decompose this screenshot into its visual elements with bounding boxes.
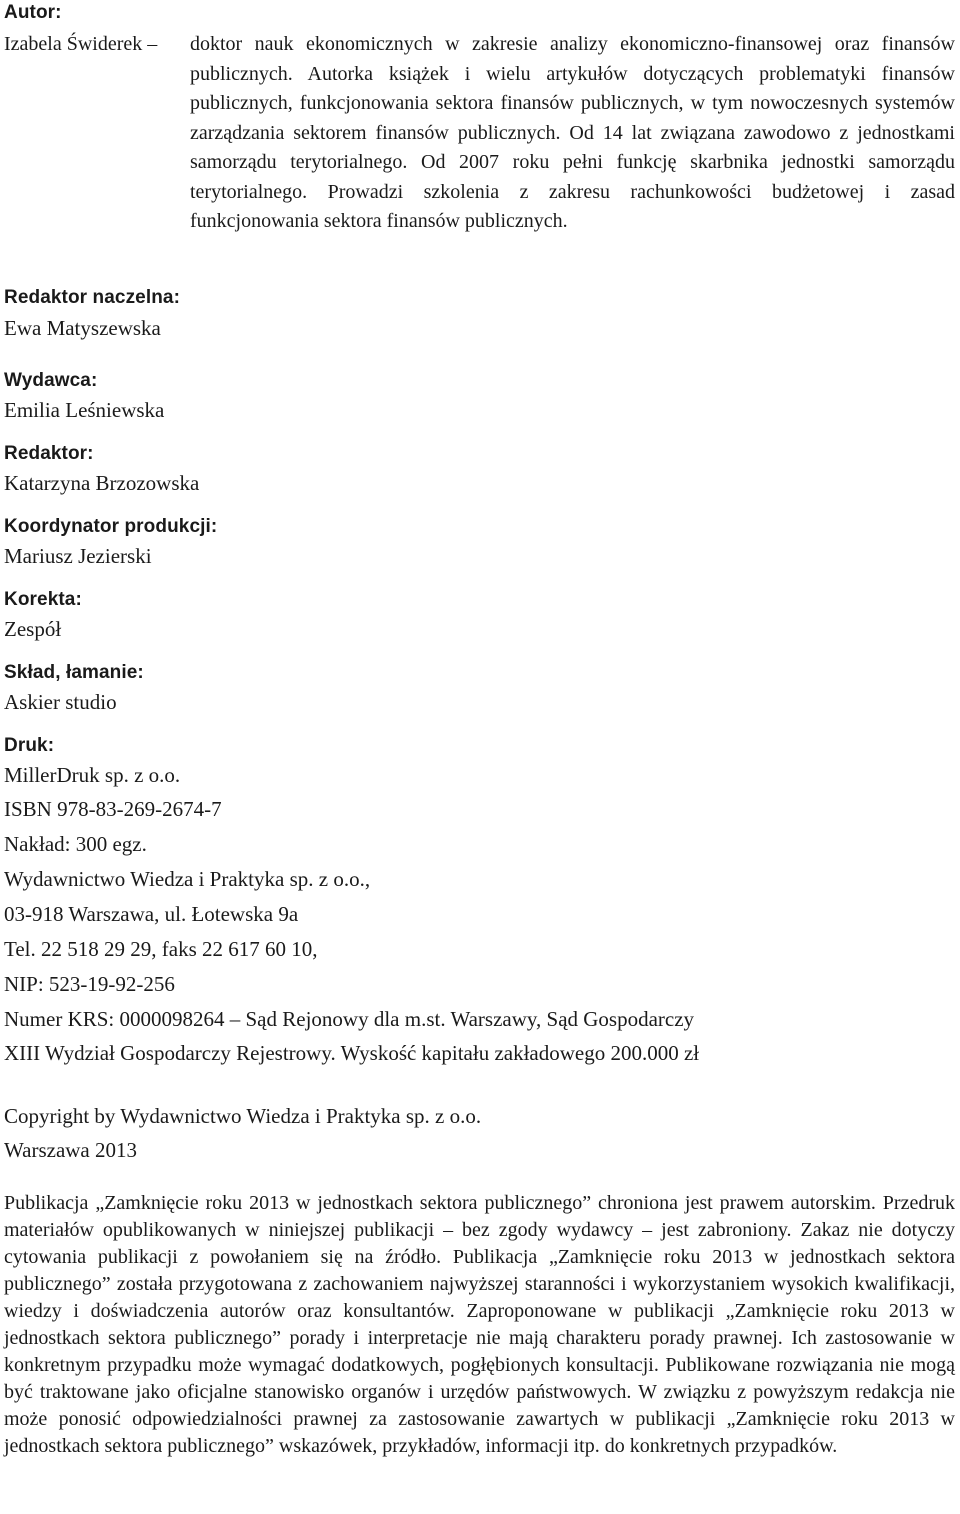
credit-label-publisher: Wydawca: xyxy=(4,370,98,391)
legal-notice: Publikacja „Zamknięcie roku 2013 w jednostkach sektora publicznego” chroniona jest prawem autorskim. Przedruk materiałów opublikowanych w niniejszej publikacji – bez zgody wydawcy – jest zabroniony. Zakaz nie dotyczy cytowania publikacji z powołaniem się na źródło. Publikacja „Zamknięcie roku 2013 w jednostkach sektora publicznego” została przygotowana z zachowaniem najwyższej staranności i wykorzystaniem wysokich kwalifikacji, wiedzy i doświadczenia autorów oraz konsultantów. Zaproponowane w publikacji „Zamknięcie roku 2013 w jednostkach sektora publicznego” porady i interpretacje nie mają charakteru porady prawnej. Ich zastosowanie w konkretnym przypadku może wymagać dodatkowych, pogłębionych konsultacji. Publikowane rozwiązania nie mogą być traktowane jako oficjalne stanowisko organów i urzędów państwowych. W związku z powyższym redakcja nie może ponosić odpowiedzialności prawnej za zastosowanie zawartych w publikacji „Zamknięcie roku 2013 w jednostkach sektora publicznego” wskazówek, przykładów, informacji itp. do konkretnych przypadków. xyxy=(4,1192,955,1457)
credit-label-print: Druk: xyxy=(4,735,55,756)
print-run: Nakład: 300 egz. xyxy=(4,832,147,856)
credit-label-editor-in-chief: Redaktor naczelna: xyxy=(4,287,181,308)
credit-value-print: MillerDruk sp. z o.o. xyxy=(4,763,181,787)
publisher-register: XIII Wydział Gospodarczy Rejestrowy. Wyskość kapitału zakładowego 200.000 zł xyxy=(4,1041,700,1065)
publisher-krs: Numer KRS: 0000098264 – Sąd Rejonowy dla m.st. Warszawy, Sąd Gospodarczy xyxy=(4,1007,695,1031)
isbn: ISBN 978-83-269-2674-7 xyxy=(4,797,222,821)
credit-value-proofreading: Zespół xyxy=(4,617,62,641)
credit-value-publisher: Emilia Leśniewska xyxy=(4,398,165,422)
author-bio: doktor nauk ekonomicznych w zakresie analizy ekonomiczno-finansowej oraz finansów publicznych. Autorka książek i wielu artykułów dotyczących problematyki finansów publicznych, funkcjonowania sektora finansów publicznych, w tym nowoczesnych systemów zarządzania sektorem finansów publicznych. Od 14 lat związana zawodowo z jednostkami samorządu terytorialnego. Od 2007 roku pełni funkcję skarbnika jednostki samorządu terytorialnego. Prowadzi szkolenia z zakresu rachunkowości budżetowej i zasad funkcjonowania sektora finansów publicznych. xyxy=(190,33,955,232)
credit-value-editor: Katarzyna Brzozowska xyxy=(4,471,200,495)
credit-value-production-coordinator: Mariusz Jezierski xyxy=(4,544,152,568)
publisher-nip: NIP: 523-19-92-256 xyxy=(4,972,175,996)
credit-value-typesetting: Askier studio xyxy=(4,690,117,714)
author-label: Autor: xyxy=(4,2,62,23)
credit-label-editor: Redaktor: xyxy=(4,443,94,464)
credit-value-editor-in-chief: Ewa Matyszewska xyxy=(4,316,161,340)
credit-label-production-coordinator: Koordynator produkcji: xyxy=(4,516,218,537)
credit-label-typesetting: Skład, łamanie: xyxy=(4,662,144,683)
publisher-address: 03-918 Warszawa, ul. Łotewska 9a xyxy=(4,902,299,926)
copyright-place-year: Warszawa 2013 xyxy=(4,1138,138,1162)
publisher-phone: Tel. 22 518 29 29, faks 22 617 60 10, xyxy=(4,937,318,961)
copyright-line: Copyright by Wydawnictwo Wiedza i Praktyka sp. z o.o. xyxy=(4,1104,482,1128)
author-name: Izabela Świderek – xyxy=(4,33,158,55)
publisher-name: Wydawnictwo Wiedza i Praktyka sp. z o.o., xyxy=(4,867,371,891)
credit-label-proofreading: Korekta: xyxy=(4,589,82,610)
